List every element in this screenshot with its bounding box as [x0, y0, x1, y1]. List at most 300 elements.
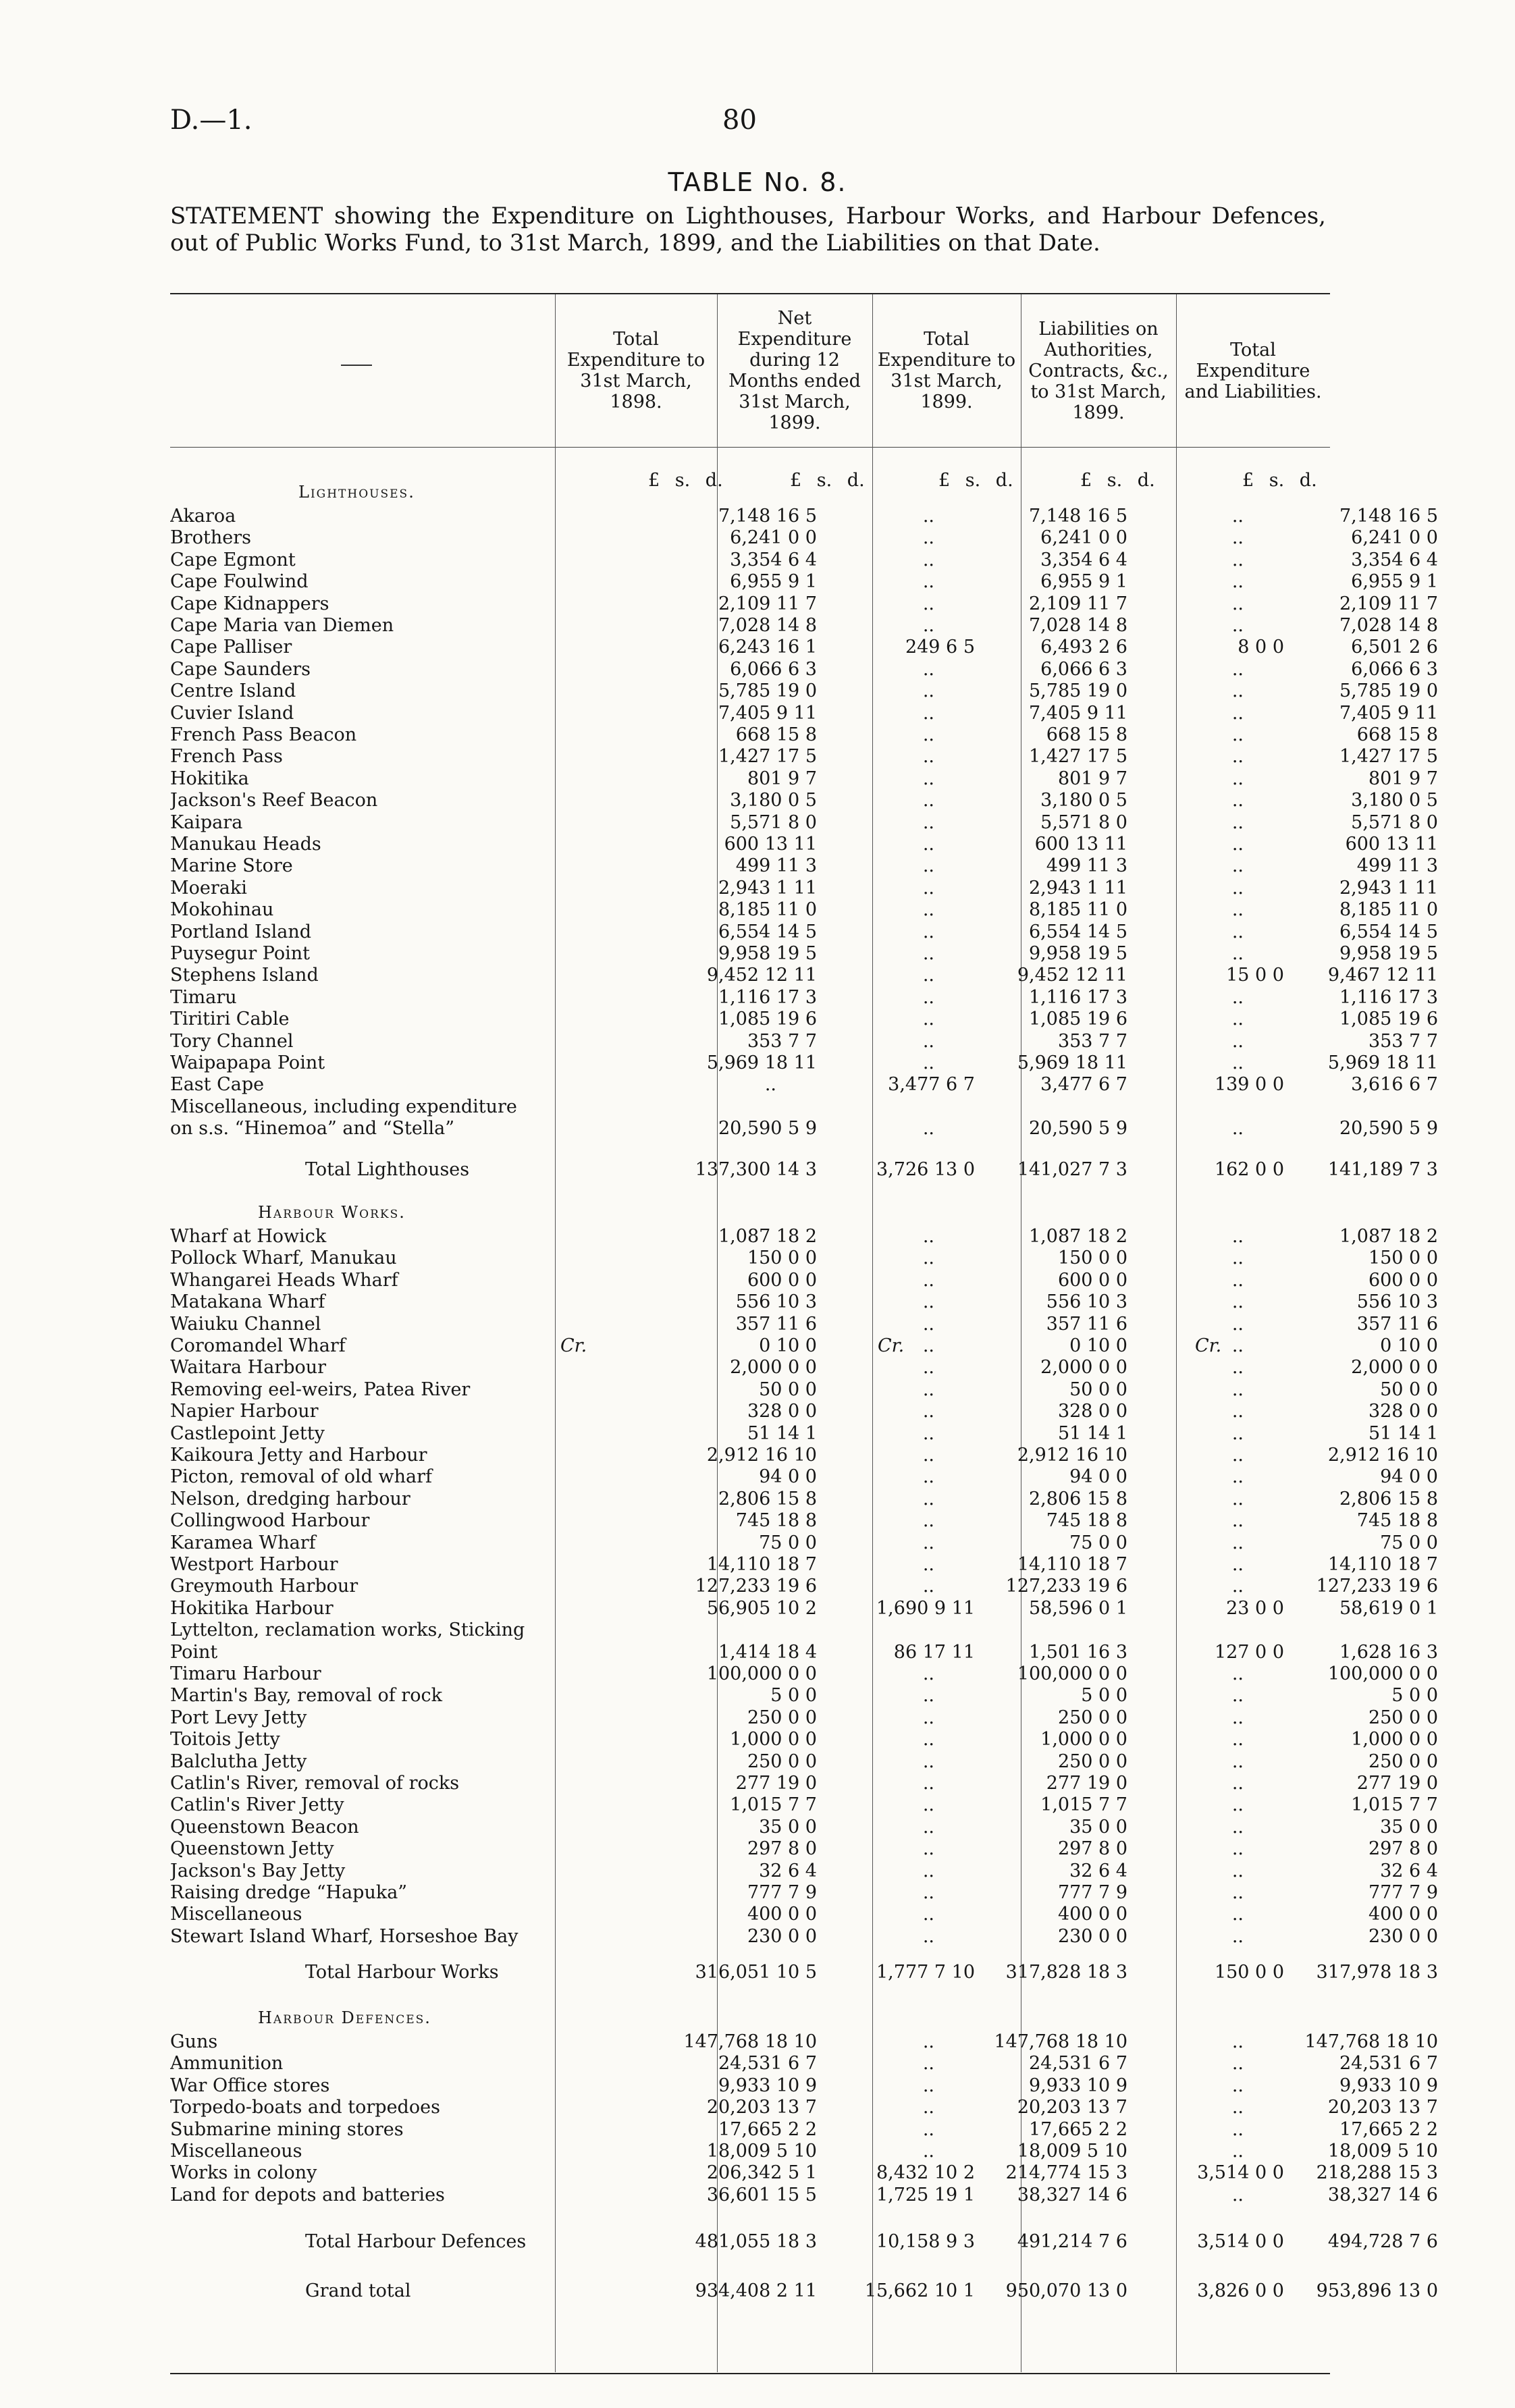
row-label: Marine Store: [170, 855, 293, 876]
cell-col-3: 491,214 7 6: [1017, 2231, 1127, 2252]
row-label: Wharf at Howick: [170, 1226, 327, 1247]
cell-col-2: ..: [922, 1270, 934, 1291]
cell-col-4: ..: [1231, 1532, 1244, 1553]
cell-col-3: 94 0 0: [1069, 1466, 1127, 1487]
cell-col-5: 14,110 18 7: [1327, 1554, 1438, 1575]
cell-col-1: 94 0 0: [759, 1466, 817, 1487]
cell-col-3: 147,768 18 10: [994, 2031, 1127, 2052]
cell-col-5: 58,619 0 1: [1339, 1598, 1438, 1619]
cell-col-3: 1,015 7 7: [1040, 1794, 1127, 1815]
cell-col-2: ..: [922, 2141, 934, 2162]
cell-col-3: 58,596 0 1: [1029, 1598, 1127, 1619]
cell-col-1: 2,912 16 10: [706, 1445, 817, 1466]
cell-col-4: ..: [1231, 1926, 1244, 1947]
units-header: £ s. d.: [790, 470, 865, 491]
cell-col-5: 2,943 1 11: [1339, 878, 1438, 899]
cell-col-5: 150 0 0: [1368, 1248, 1438, 1268]
cell-col-2: ..: [922, 1926, 934, 1947]
cell-col-2: ..: [922, 1248, 934, 1268]
cell-col-3: 32 6 4: [1069, 1861, 1127, 1881]
cell-col-2: ..: [922, 943, 934, 964]
cell-col-2: 3,726 13 0: [876, 1159, 975, 1180]
cell-col-5: 400 0 0: [1368, 1904, 1438, 1925]
table-row: [170, 1598, 1438, 1620]
cell-col-3: 3,354 6 4: [1040, 550, 1127, 570]
cell-col-4: ..: [1231, 921, 1244, 942]
cell-col-5: 147,768 18 10: [1304, 2031, 1438, 2052]
row-label: Akaroa: [170, 506, 236, 527]
cell-col-1: 14,110 18 7: [706, 1554, 817, 1575]
cell-col-4: ..: [1231, 1707, 1244, 1728]
cell-col-4: ..: [1231, 1031, 1244, 1052]
table-row: [170, 637, 1438, 658]
cell-col-4: ..: [1231, 1248, 1244, 1268]
row-label: Stewart Island Wharf, Horseshoe Bay: [170, 1926, 519, 1947]
row-label: Catlin's River Jetty: [170, 1794, 344, 1815]
table-row: [170, 1118, 1438, 1140]
cell-col-4: ..: [1231, 1882, 1244, 1903]
cell-col-1: 150 0 0: [747, 1248, 817, 1268]
cell-col-3: 1,000 0 0: [1040, 1729, 1127, 1750]
cell-col-5: 556 10 3: [1356, 1291, 1438, 1312]
cell-col-4: ..: [1231, 1357, 1244, 1378]
cell-col-5: 127,233 19 6: [1316, 1576, 1438, 1597]
cell-col-1: 600 0 0: [747, 1270, 817, 1291]
table-row: [170, 1074, 1438, 1096]
cell-col-5: 7,028 14 8: [1339, 615, 1438, 636]
cell-col-1: 9,958 19 5: [718, 943, 817, 964]
cell-col-4: ..: [1231, 1335, 1244, 1356]
cell-col-3: 668 15 8: [1046, 724, 1127, 745]
cell-col-3: 1,427 17 5: [1029, 746, 1127, 767]
cell-col-1: 137,300 14 3: [695, 1159, 817, 1180]
cell-col-1: 18,009 5 10: [706, 2141, 817, 2162]
cell-col-5: 141,189 7 3: [1327, 1159, 1438, 1180]
cell-col-1: 2,806 15 8: [718, 1489, 817, 1509]
cell-col-5: 9,933 10 9: [1339, 2075, 1438, 2096]
table-row: [170, 550, 1438, 571]
cell-col-1: 934,408 2 11: [695, 2280, 817, 2301]
cell-col-2: ..: [922, 2053, 934, 2074]
cell-col-2: ..: [922, 1357, 934, 1378]
label-column-dash: [341, 365, 372, 366]
cell-col-1: 556 10 3: [735, 1291, 817, 1312]
cell-col-1: 250 0 0: [747, 1751, 817, 1772]
cell-col-2: ..: [922, 1489, 934, 1509]
cell-col-5: 9,467 12 11: [1327, 965, 1438, 986]
cell-col-1: 357 11 6: [735, 1314, 817, 1335]
cell-col-5: 2,912 16 10: [1327, 1445, 1438, 1466]
cell-col-3: 7,028 14 8: [1029, 615, 1127, 636]
cell-col-2: ..: [922, 1576, 934, 1597]
cell-col-4: ..: [1231, 2075, 1244, 2096]
cell-col-2: ..: [922, 2119, 934, 2140]
cell-col-4: ..: [1231, 1576, 1244, 1597]
column-header-total-1899: Total Expenditure to 31st March, 1899.: [877, 329, 1016, 412]
cell-col-1: 56,905 10 2: [706, 1598, 817, 1619]
cell-col-1: 7,405 9 11: [718, 703, 817, 724]
cell-col-4: ..: [1231, 1291, 1244, 1312]
cell-col-3: 214,774 15 3: [1005, 2162, 1127, 2183]
row-label: Point: [170, 1642, 218, 1663]
cell-col-1: 1,015 7 7: [730, 1794, 817, 1815]
table-row: [170, 1554, 1438, 1576]
cell-col-4: 8 0 0: [1238, 637, 1284, 658]
row-label: Lyttelton, reclamation works, Sticking: [170, 1620, 525, 1640]
cell-col-2: ..: [922, 571, 934, 592]
cell-col-3: 277 19 0: [1046, 1773, 1127, 1794]
row-label: Jackson's Reef Beacon: [170, 790, 378, 811]
cell-col-1: 6,554 14 5: [718, 921, 817, 942]
table-row: [170, 1685, 1438, 1707]
cell-col-2: ..: [922, 527, 934, 548]
table-row: [170, 2185, 1438, 2206]
row-label: Greymouth Harbour: [170, 1576, 358, 1597]
table-row: [170, 943, 1438, 965]
row-label: Napier Harbour: [170, 1401, 319, 1422]
cell-col-4: ..: [1231, 1379, 1244, 1400]
cell-col-1: 777 7 9: [747, 1882, 817, 1903]
cell-col-2: ..: [922, 1314, 934, 1335]
cell-col-4: ..: [1231, 899, 1244, 920]
row-label: Tiritiri Cable: [170, 1009, 290, 1029]
table-row: [170, 1466, 1438, 1488]
row-label: Torpedo-boats and torpedoes: [170, 2097, 440, 2118]
table-row: [170, 1642, 1438, 1663]
cell-col-5: 35 0 0: [1380, 1817, 1438, 1838]
table-row: [170, 1270, 1438, 1291]
cell-col-5: 50 0 0: [1380, 1379, 1438, 1400]
cell-col-4: ..: [1231, 1052, 1244, 1073]
cell-col-4: ..: [1231, 1685, 1244, 1706]
cell-col-1: 5,969 18 11: [706, 1052, 817, 1073]
cell-col-4: ..: [1231, 1751, 1244, 1772]
row-label: Tory Channel: [170, 1031, 294, 1052]
cell-col-1: 7,148 16 5: [718, 506, 817, 527]
cell-col-5: 7,405 9 11: [1339, 703, 1438, 724]
credit-marker: Cr.: [560, 1335, 587, 1356]
cell-col-5: 20,590 5 9: [1339, 1118, 1438, 1139]
cell-col-3: 38,327 14 6: [1017, 2185, 1127, 2205]
cell-col-5: 75 0 0: [1380, 1532, 1438, 1553]
cell-col-4: ..: [1231, 659, 1244, 680]
cell-col-5: 8,185 11 0: [1339, 899, 1438, 920]
cell-col-4: ..: [1231, 1838, 1244, 1859]
cell-col-3: 745 18 8: [1046, 1510, 1127, 1531]
cell-col-2: ..: [922, 659, 934, 680]
cell-col-1: 127,233 19 6: [695, 1576, 817, 1597]
cell-col-3: 250 0 0: [1057, 1751, 1127, 1772]
cell-col-2: ..: [922, 1118, 934, 1139]
cell-col-3: 1,085 19 6: [1029, 1009, 1127, 1029]
total-row: [170, 2280, 1438, 2302]
cell-col-3: 230 0 0: [1057, 1926, 1127, 1947]
cell-col-3: 127,233 19 6: [1005, 1576, 1127, 1597]
cell-col-1: 32 6 4: [759, 1861, 817, 1881]
row-label: Cuvier Island: [170, 703, 294, 724]
cell-col-3: 801 9 7: [1057, 768, 1127, 789]
cell-col-1: 353 7 7: [747, 1031, 817, 1052]
cell-col-3: 328 0 0: [1057, 1401, 1127, 1422]
column-header-liabilities: Liabilities on Authorities, Contracts, &c., to 31st March, 1899.: [1028, 318, 1169, 423]
cell-col-4: ..: [1231, 1729, 1244, 1750]
table-row: [170, 1357, 1438, 1379]
page-number: 80: [722, 105, 757, 136]
cell-col-3: 297 8 0: [1057, 1838, 1127, 1859]
cell-col-4: ..: [1231, 593, 1244, 614]
cell-col-4: ..: [1231, 1663, 1244, 1684]
cell-col-5: 317,978 18 3: [1316, 1962, 1438, 1983]
cell-col-5: 24,531 6 7: [1339, 2053, 1438, 2074]
table-row: [170, 746, 1438, 768]
table-row: [170, 812, 1438, 834]
row-label: Cape Foulwind: [170, 571, 309, 592]
cell-col-2: ..: [922, 1838, 934, 1859]
table-row: [170, 1510, 1438, 1532]
cell-col-5: 6,554 14 5: [1339, 921, 1438, 942]
row-label: Whangarei Heads Wharf: [170, 1270, 398, 1291]
table-row: [170, 878, 1438, 899]
cell-col-3: 17,665 2 2: [1029, 2119, 1127, 2140]
cell-col-2: ..: [922, 921, 934, 942]
table-row: [170, 724, 1438, 746]
cell-col-2: ..: [922, 2075, 934, 2096]
table-row: [170, 1729, 1438, 1750]
cell-col-5: 499 11 3: [1356, 855, 1438, 876]
table-row: [170, 506, 1438, 527]
cell-col-2: 249 6 5: [905, 637, 975, 658]
cell-col-1: 8,185 11 0: [718, 899, 817, 920]
cell-col-2: ..: [922, 1335, 934, 1356]
row-label: Toitois Jetty: [170, 1729, 280, 1750]
cell-col-5: 51 14 1: [1368, 1423, 1438, 1444]
cell-col-4: ..: [1231, 1118, 1244, 1139]
table-row: [170, 1838, 1438, 1860]
cell-col-5: 5,785 19 0: [1339, 680, 1438, 701]
row-label: Cape Palliser: [170, 637, 292, 658]
cell-col-5: 5,969 18 11: [1327, 1052, 1438, 1073]
cell-col-4: ..: [1231, 1466, 1244, 1487]
cell-col-3: 24,531 6 7: [1029, 2053, 1127, 2074]
row-label: Ammunition: [170, 2053, 284, 2074]
row-label: Grand total: [305, 2280, 411, 2301]
cell-col-5: 6,955 9 1: [1351, 571, 1438, 592]
cell-col-5: 2,109 11 7: [1339, 593, 1438, 614]
row-label: Matakana Wharf: [170, 1291, 325, 1312]
row-label: Timaru Harbour: [170, 1663, 321, 1684]
cell-col-2: ..: [922, 550, 934, 570]
cell-col-1: 5 0 0: [770, 1685, 817, 1706]
cell-col-2: ..: [922, 1031, 934, 1052]
cell-col-2: ..: [922, 1445, 934, 1466]
cell-col-2: ..: [922, 1466, 934, 1487]
cell-col-1: 24,531 6 7: [718, 2053, 817, 2074]
table-row: [170, 1052, 1438, 1074]
cell-col-3: 2,109 11 7: [1029, 593, 1127, 614]
table-row: [170, 615, 1438, 637]
table-row: [170, 1882, 1438, 1904]
row-label: French Pass: [170, 746, 283, 767]
cell-col-1: 1,427 17 5: [718, 746, 817, 767]
row-label: Submarine mining stores: [170, 2119, 404, 2140]
cell-col-5: 6,501 2 6: [1351, 637, 1438, 658]
row-label: Miscellaneous, including expenditure: [170, 1096, 517, 1117]
table-row: [170, 1314, 1438, 1335]
table-row: [170, 1773, 1438, 1794]
cell-col-1: 481,055 18 3: [695, 2231, 817, 2252]
cell-col-4: ..: [1231, 1773, 1244, 1794]
cell-col-2: ..: [922, 593, 934, 614]
units-header: £ s. d.: [1080, 470, 1155, 491]
cell-col-2: ..: [922, 1794, 934, 1815]
cell-col-3: 18,009 5 10: [1017, 2141, 1127, 2162]
row-label: Puysegur Point: [170, 943, 311, 964]
cell-col-3: 1,087 18 2: [1029, 1226, 1127, 1247]
table-row: [170, 1009, 1438, 1030]
column-header-total-and-liabilities: Total Expenditure and Liabilities.: [1184, 339, 1322, 402]
row-label: Removing eel-weirs, Patea River: [170, 1379, 471, 1400]
cell-col-3: 6,493 2 6: [1040, 637, 1127, 658]
table-row: [170, 1751, 1438, 1773]
table-row: [170, 1489, 1438, 1510]
cell-col-3: 100,000 0 0: [1017, 1663, 1127, 1684]
cell-col-3: 50 0 0: [1069, 1379, 1127, 1400]
cell-col-3: 51 14 1: [1057, 1423, 1127, 1444]
row-label: French Pass Beacon: [170, 724, 357, 745]
cell-col-3: 353 7 7: [1057, 1031, 1127, 1052]
cell-col-1: 0 10 0: [759, 1335, 817, 1356]
cell-col-4: ..: [1231, 1554, 1244, 1575]
cell-col-5: 1,015 7 7: [1351, 1794, 1438, 1815]
cell-col-4: ..: [1231, 768, 1244, 789]
cell-col-3: 3,180 0 5: [1040, 790, 1127, 811]
cell-col-5: 2,806 15 8: [1339, 1489, 1438, 1509]
cell-col-5: 953,896 13 0: [1316, 2280, 1438, 2301]
row-label: Coromandel Wharf: [170, 1335, 346, 1356]
cell-col-5: 20,203 13 7: [1327, 2097, 1438, 2118]
row-label: Total Harbour Works: [305, 1962, 499, 1983]
cell-col-3: 20,203 13 7: [1017, 2097, 1127, 2118]
cell-col-3: 9,958 19 5: [1029, 943, 1127, 964]
cell-col-2: ..: [922, 1882, 934, 1903]
cell-col-4: 150 0 0: [1214, 1962, 1284, 1983]
row-label: Cape Maria van Diemen: [170, 615, 394, 636]
cell-col-3: 1,501 16 3: [1029, 1642, 1127, 1663]
cell-col-4: ..: [1231, 1794, 1244, 1815]
table-title: TABLE No. 8.: [668, 167, 847, 197]
table-row: [170, 1620, 1330, 1641]
cell-col-1: 2,000 0 0: [730, 1357, 817, 1378]
cell-col-4: ..: [1231, 527, 1244, 548]
cell-col-5: 3,354 6 4: [1351, 550, 1438, 570]
cell-col-3: 20,590 5 9: [1029, 1118, 1127, 1139]
cell-col-5: 1,087 18 2: [1339, 1226, 1438, 1247]
cell-col-1: 277 19 0: [735, 1773, 817, 1794]
cell-col-2: ..: [922, 1554, 934, 1575]
credit-marker: Cr.: [878, 1335, 905, 1356]
cell-col-2: ..: [922, 746, 934, 767]
cell-col-3: 7,148 16 5: [1029, 506, 1127, 527]
cell-col-1: 668 15 8: [735, 724, 817, 745]
cell-col-2: ..: [922, 878, 934, 899]
table-row: [170, 1401, 1438, 1422]
cell-col-4: ..: [1231, 1423, 1244, 1444]
cell-col-2: ..: [922, 899, 934, 920]
cell-col-1: 6,243 16 1: [718, 637, 817, 658]
cell-col-1: 2,109 11 7: [718, 593, 817, 614]
cell-col-3: 6,241 0 0: [1040, 527, 1127, 548]
table-row: [170, 834, 1438, 855]
table-row: [170, 987, 1438, 1009]
row-label: Hokitika Harbour: [170, 1598, 334, 1619]
table-caption: STATEMENT showing the Expenditure on Lighthouses, Harbour Works, and Harbour Defences, out of Public Works Fund, to 31st March, 1899, and the Liabilities on that Date.: [170, 203, 1326, 257]
cell-col-3: 317,828 18 3: [1005, 1962, 1127, 1983]
cell-col-1: 20,590 5 9: [718, 1118, 817, 1139]
row-label: Queenstown Beacon: [170, 1817, 359, 1838]
row-label: Collingwood Harbour: [170, 1510, 370, 1531]
table-row: [170, 965, 1438, 986]
table-row: [170, 1926, 1438, 1948]
row-label: Kaikoura Jetty and Harbour: [170, 1445, 427, 1466]
cell-col-3: 5,785 19 0: [1029, 680, 1127, 701]
cell-col-5: 7,148 16 5: [1339, 506, 1438, 527]
cell-col-5: 353 7 7: [1368, 1031, 1438, 1052]
row-label: Pollock Wharf, Manukau: [170, 1248, 397, 1268]
cell-col-2: ..: [922, 812, 934, 833]
cell-col-5: 17,665 2 2: [1339, 2119, 1438, 2140]
row-label: Picton, removal of old wharf: [170, 1466, 432, 1487]
cell-col-3: 250 0 0: [1057, 1707, 1127, 1728]
credit-marker: Cr.: [1195, 1335, 1222, 1356]
cell-col-3: 5,969 18 11: [1017, 1052, 1127, 1073]
cell-col-5: 32 6 4: [1380, 1861, 1438, 1881]
row-label: Centre Island: [170, 680, 296, 701]
cell-col-1: 250 0 0: [747, 1707, 817, 1728]
cell-col-3: 950,070 13 0: [1005, 2280, 1127, 2301]
cell-col-1: 230 0 0: [747, 1926, 817, 1947]
units-header: £ s. d.: [1242, 470, 1317, 491]
cell-col-4: 139 0 0: [1214, 1074, 1284, 1095]
total-row: [170, 1962, 1438, 1983]
cell-col-2: ..: [922, 1773, 934, 1794]
table-top-rule: [170, 293, 1330, 294]
cell-col-5: 1,628 16 3: [1339, 1642, 1438, 1663]
cell-col-4: ..: [1231, 2053, 1244, 2074]
cell-col-2: ..: [922, 1423, 934, 1444]
cell-col-5: 38,327 14 6: [1327, 2185, 1438, 2205]
cell-col-1: 745 18 8: [735, 1510, 817, 1531]
cell-col-3: 5,571 8 0: [1040, 812, 1127, 833]
table-row: [170, 1904, 1438, 1925]
cell-col-1: 9,933 10 9: [718, 2075, 817, 2096]
cell-col-2: ..: [922, 965, 934, 986]
table-row: [170, 2031, 1438, 2053]
cell-col-4: ..: [1231, 2119, 1244, 2140]
cell-col-2: ..: [922, 615, 934, 636]
cell-col-5: 777 7 9: [1368, 1882, 1438, 1903]
cell-col-4: ..: [1231, 2097, 1244, 2118]
row-label: Martin's Bay, removal of rock: [170, 1685, 442, 1706]
cell-col-2: 1,725 19 1: [876, 2185, 975, 2205]
cell-col-1: 20,203 13 7: [706, 2097, 817, 2118]
cell-col-3: 3,477 6 7: [1040, 1074, 1127, 1095]
cell-col-4: ..: [1231, 506, 1244, 527]
cell-col-3: 2,943 1 11: [1029, 878, 1127, 899]
cell-col-2: ..: [922, 2097, 934, 2118]
cell-col-4: ..: [1231, 1445, 1244, 1466]
table-row: [170, 1445, 1438, 1466]
section-heading: Harbour Defences.: [258, 2008, 431, 2027]
